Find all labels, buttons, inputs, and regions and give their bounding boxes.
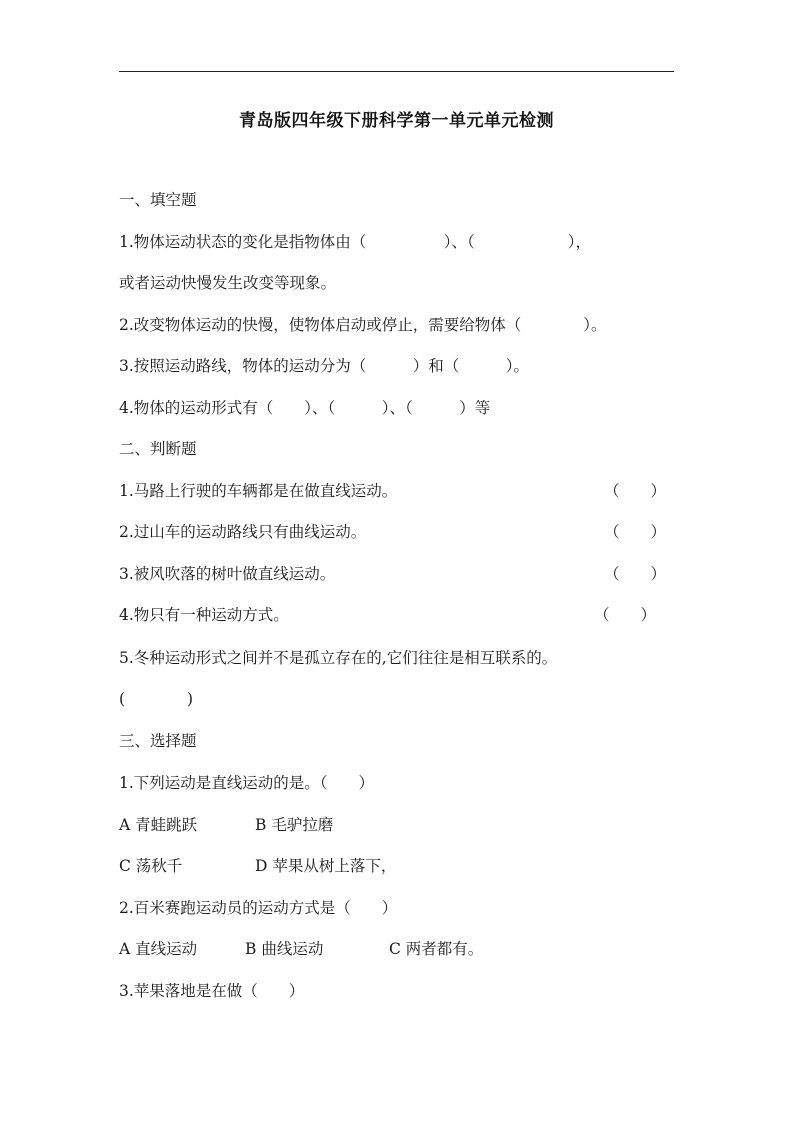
answer-blank-tf-5: ( ): [119, 690, 194, 708]
question-tf-3: 3.被风吹落的树叶做直线运动。: [119, 565, 336, 583]
answer-blank-tf-2: （ ）: [604, 523, 667, 541]
question-fill-1-line1: 1.物体运动状态的变化是指物体由（ ）、（ ），: [119, 233, 592, 251]
question-mc-2: 2.百米赛跑运动员的运动方式是（ ）: [119, 899, 398, 917]
header-rule: [119, 71, 674, 72]
question-fill-1-line2: 或者运动快慢发生改变等现象。: [119, 274, 337, 292]
answer-blank-tf-3: （ ）: [604, 565, 667, 583]
question-fill-3: 3.按照运动路线，物体的运动分为（ ）和（ ）。: [119, 357, 530, 375]
section-heading-true-false: 二、判断题: [119, 440, 197, 458]
question-fill-2: 2.改变物体运动的快慢，使物体启动或停止，需要给物体（ ）。: [119, 316, 607, 334]
option-mc-1-d: D 苹果从树上落下，: [255, 857, 397, 875]
document-title: 青岛版四年级下册科学第一单元单元检测: [239, 111, 554, 131]
answer-blank-tf-4: （ ）: [594, 606, 657, 624]
option-mc-2-b: B 曲线运动: [245, 940, 324, 958]
question-tf-1: 1.马路上行驶的车辆都是在做直线运动。: [119, 482, 398, 500]
option-mc-1-a: A 青蛙跳跃: [119, 816, 198, 834]
question-tf-2: 2.过山车的运动路线只有曲线运动。: [119, 523, 367, 541]
question-mc-3: 3.苹果落地是在做（ ）: [119, 982, 305, 1000]
question-tf-4: 4.物只有一种运动方式。: [119, 606, 289, 624]
question-mc-1: 1.下列运动是直线运动的是。（ ）: [119, 774, 375, 792]
answer-blank-tf-1: （ ）: [604, 482, 667, 500]
option-mc-2-a: A 直线运动: [119, 940, 198, 958]
question-fill-4: 4.物体的运动形式有（ ）、（ ）、（ ）等: [119, 399, 491, 417]
section-heading-fill-blank: 一、填空题: [119, 191, 197, 209]
option-mc-1-c: C 荡秋千: [119, 857, 183, 875]
option-mc-2-c: C 两者都有。: [389, 940, 484, 958]
section-heading-multiple-choice: 三、选择题: [119, 732, 197, 750]
question-tf-5: 5.冬种运动形式之间并不是孤立存在的,它们往往是相互联系的。: [119, 649, 558, 667]
option-mc-1-b: B 毛驴拉磨: [255, 816, 334, 834]
